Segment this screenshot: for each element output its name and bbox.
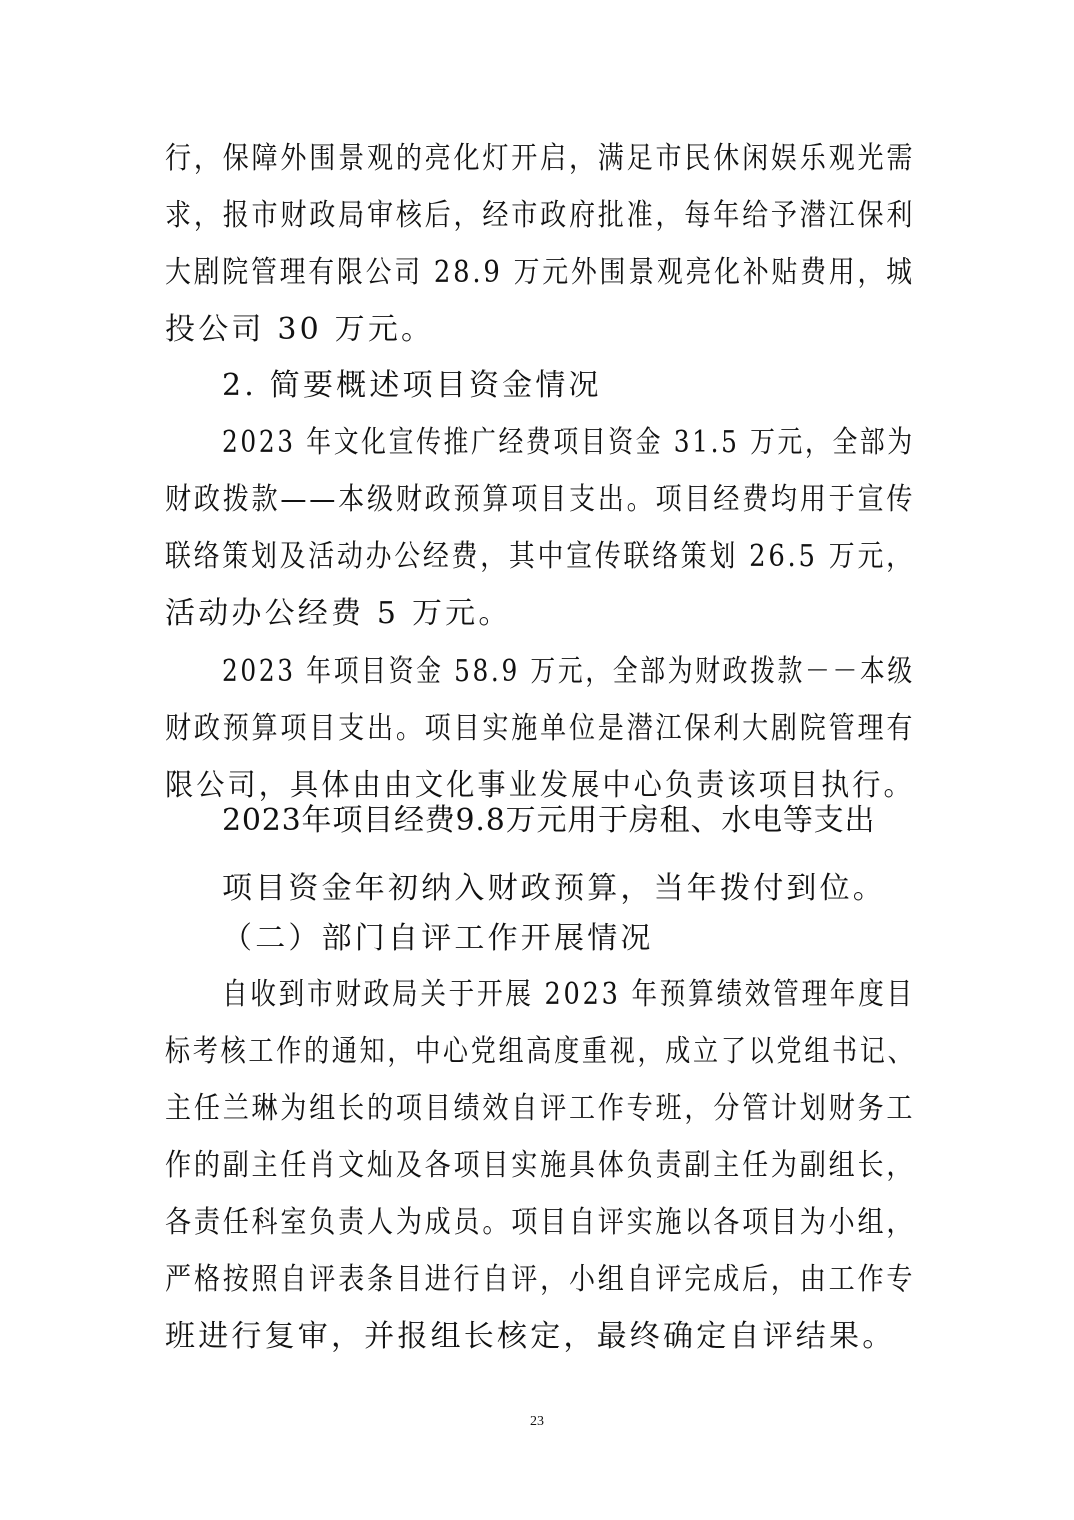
paragraph-line: 大剧院管理有限公司 28.9 万元外围景观亮化补贴费用，城 <box>165 255 915 290</box>
paragraph-line: 财政拨款——本级财政预算项目支出。项目经费均用于宣传 <box>165 482 916 517</box>
paragraph-line: 自收到市财政局关于开展 2023 年预算绩效管理年度目 <box>222 977 915 1012</box>
section-heading: （二）部门自评工作开展情况 <box>222 921 654 956</box>
paragraph-line: 投公司 30 万元。 <box>165 312 435 347</box>
paragraph-line: 主任兰琳为组长的项目绩效自评工作专班，分管计划财务工 <box>165 1091 916 1126</box>
paragraph-line: 活动办公经费 5 万元。 <box>165 596 512 631</box>
paragraph-line: 严格按照自评表条目进行自评，小组自评完成后，由工作专 <box>165 1262 916 1297</box>
paragraph-line: 2023 年项目资金 58.9 万元，全部为财政拨款－－本级 <box>222 654 915 689</box>
paragraph-line: 标考核工作的通知，中心党组高度重视，成立了以党组书记、 <box>165 1034 916 1069</box>
paragraph-line: 2023 年文化宣传推广经费项目资金 31.5 万元，全部为 <box>222 425 915 460</box>
paragraph-line: 班进行复审，并报组长核定，最终确定自评结果。 <box>165 1319 896 1354</box>
paragraph-line: 行，保障外围景观的亮化灯开启，满足市民休闲娱乐观光需 <box>165 141 916 176</box>
paragraph-line: 2023年项目经费9.8万元用于房租、水电等支出 <box>222 803 876 838</box>
paragraph-line: 限公司，具体由由文化事业发展中心负责该项目执行。 <box>165 768 915 803</box>
section-heading: 2. 简要概述项目资金情况 <box>222 368 602 403</box>
paragraph-line: 项目资金年初纳入财政预算，当年拨付到位。 <box>222 871 886 906</box>
paragraph-line: 各责任科室负责人为成员。项目自评实施以各项目为小组， <box>165 1205 916 1240</box>
paragraph-line: 财政预算项目支出。项目实施单位是潜江保利大剧院管理有 <box>165 711 916 746</box>
paragraph-line: 求，报市财政局审核后，经市政府批准，每年给予潜江保利 <box>165 198 916 233</box>
paragraph-line: 联络策划及活动办公经费，其中宣传联络策划 26.5 万元， <box>165 539 915 574</box>
page-number: 23 <box>530 1414 544 1429</box>
paragraph-line: 作的副主任肖文灿及各项目实施具体负责副主任为副组长， <box>165 1148 916 1183</box>
